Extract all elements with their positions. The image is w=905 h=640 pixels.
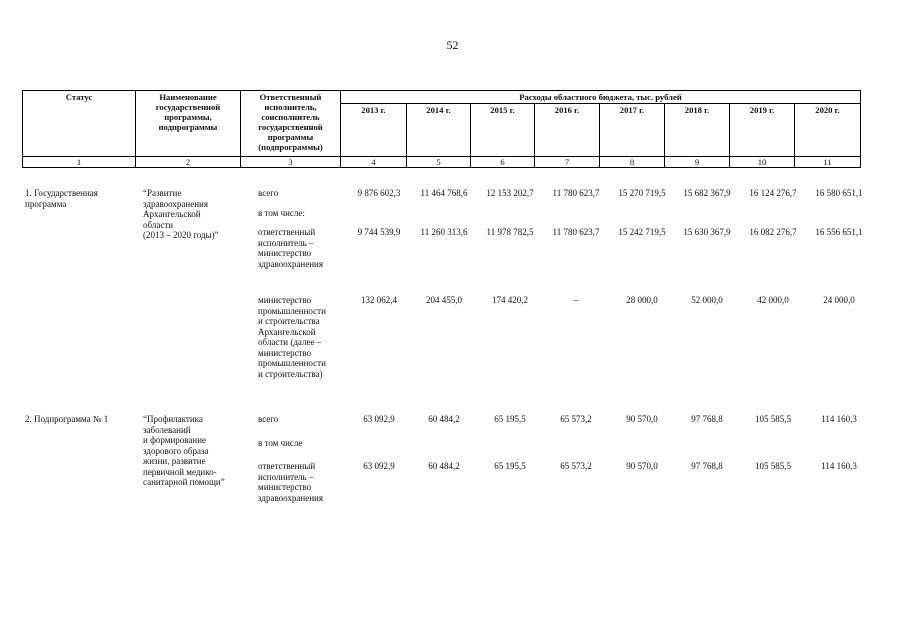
value-cell: 65 573,2	[560, 461, 592, 471]
value-cell: –	[573, 295, 579, 305]
value-cell: 63 092,9	[363, 414, 395, 424]
section-status: 2. Подпрограмма № 1	[25, 414, 109, 424]
header-year: 2017 г.	[600, 104, 665, 157]
value-cell: 97 768,8	[691, 414, 723, 424]
header-year: 2019 г.	[730, 104, 795, 157]
section-name: “Профилактика заболеваний и формирование здорового образа жизни, развитие первичной медико- санитарной помощи”	[143, 414, 225, 487]
value-cell: 11 260 313,6	[420, 227, 468, 237]
value-cell: 11 464 768,6	[420, 188, 468, 198]
value-cell: 9 876 602,3	[357, 188, 401, 198]
value-cell: 16 124 276,7	[749, 188, 797, 198]
column-number: 8	[600, 157, 665, 168]
value-cell: 65 195,5	[494, 461, 526, 471]
row-label: в том числе:	[258, 208, 305, 218]
value-cell: 105 585,5	[755, 414, 791, 424]
value-cell: 11 780 623,7	[552, 188, 600, 198]
value-cell: 15 630 367,9	[683, 227, 731, 237]
value-cell: 90 570,0	[626, 414, 658, 424]
value-cell: 15 242 719,5	[618, 227, 666, 237]
header-year: 2014 г.	[407, 104, 471, 157]
column-number: 11	[795, 157, 861, 168]
column-number: 5	[407, 157, 471, 168]
value-cell: 65 573,2	[560, 414, 592, 424]
row-label: министерство промышленности и строительства Архангельской области (далее – министерство промышленности и строительства)	[258, 295, 326, 379]
header-year: 2020 г.	[795, 104, 861, 157]
header-name: Наименование государственной программы, подпрограммы	[136, 91, 241, 157]
value-cell: 12 153 202,7	[486, 188, 534, 198]
value-cell: 114 160,3	[821, 414, 857, 424]
value-cell: 90 570,0	[626, 461, 658, 471]
header-status: Статус	[23, 91, 136, 157]
row-label: в том числе	[258, 438, 303, 448]
column-number: 9	[665, 157, 730, 168]
value-cell: 174 420,2	[492, 295, 528, 305]
header-year: 2018 г.	[665, 104, 730, 157]
value-cell: 52 000,0	[691, 295, 723, 305]
value-cell: 15 682 367,9	[683, 188, 731, 198]
page-number: 52	[446, 38, 459, 52]
row-label: всего	[258, 414, 279, 424]
section-status: 1. Государственная программа	[25, 188, 98, 209]
value-cell: 11 978 782,5	[486, 227, 534, 237]
value-cell: 9 744 539,9	[357, 227, 401, 237]
row-label: всего	[258, 188, 279, 198]
value-cell: 97 768,8	[691, 461, 723, 471]
header-year: 2015 г.	[471, 104, 535, 157]
header-year: 2016 г.	[535, 104, 600, 157]
header-executor: Ответственный исполнитель, соисполнитель государственной программы (подпрограммы)	[241, 91, 341, 157]
value-cell: 28 000,0	[626, 295, 658, 305]
header-expenses: Расходы областного бюджета, тыс. рублей	[341, 91, 861, 104]
row-label: ответственный исполнитель – министерство здравоохранения	[258, 227, 324, 269]
value-cell: 114 160,3	[821, 461, 857, 471]
header-year: 2013 г.	[341, 104, 407, 157]
value-cell: 24 000,0	[823, 295, 855, 305]
value-cell: 132 062,4	[361, 295, 397, 305]
value-cell: 16 580 651,1	[815, 188, 863, 198]
column-number: 2	[136, 157, 241, 168]
value-cell: 63 092,9	[363, 461, 395, 471]
value-cell: 11 780 623,7	[552, 227, 600, 237]
column-number: 7	[535, 157, 600, 168]
row-label: ответственный исполнитель – министерство здравоохранения	[258, 461, 324, 503]
column-number: 4	[341, 157, 407, 168]
column-number: 6	[471, 157, 535, 168]
column-number: 1	[23, 157, 136, 168]
budget-table-header	[22, 90, 861, 168]
value-cell: 16 556 651,1	[815, 227, 863, 237]
value-cell: 204 455,0	[426, 295, 462, 305]
value-cell: 16 082 276,7	[749, 227, 797, 237]
value-cell: 65 195,5	[494, 414, 526, 424]
value-cell: 42 000,0	[757, 295, 789, 305]
section-name: “Развитие здравоохранения Архангельской области (2013 – 2020 годы)”	[143, 188, 219, 240]
column-number: 3	[241, 157, 341, 168]
value-cell: 105 585,5	[755, 461, 791, 471]
value-cell: 15 270 719,5	[618, 188, 666, 198]
value-cell: 60 484,2	[428, 461, 460, 471]
column-number: 10	[730, 157, 795, 168]
value-cell: 60 484,2	[428, 414, 460, 424]
